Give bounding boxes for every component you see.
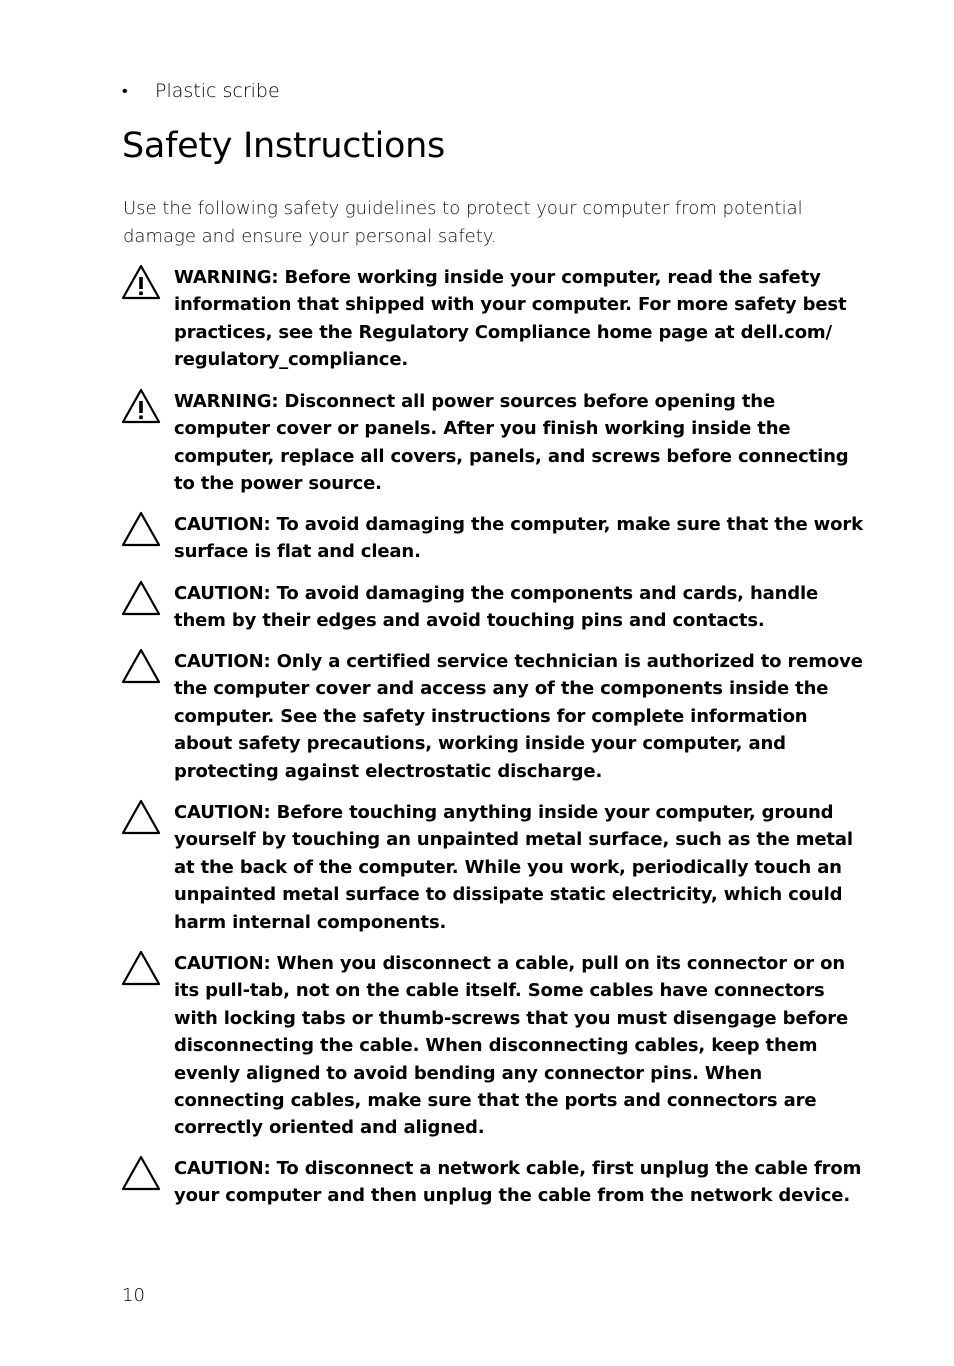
notice-text: CAUTION: When you disconnect a cable, pull on its connector or on its pull-tab, not on the cable itself. Some cables have connectors with locking tabs or thumb-screws that you must disengage before disconnecting the cable. When disconnecting cables, keep them evenly aligned to avoid bending any connector pins. When connecting cables, make sure that the ports and connectors are correctly oriented and aligned. [174,953,849,1139]
list-item-text: Plastic scribe [155,80,280,102]
notice-text: CAUTION: Only a certified service technician is authorized to remove the computer cover and access any of the components inside the computer. See the safety instructions for complete information about safety precautions, working inside your computer, and protecting against electrostatic discharge. [174,651,863,782]
caution-icon [121,1155,161,1191]
notice-text: WARNING: Disconnect all power sources before opening the computer cover or panels. After you finish working inside the computer, replace all covers, panels, and screws before connecting to the power source. [174,391,849,495]
page-number: 10 [122,1285,145,1306]
warning-icon [121,264,161,300]
caution-icon [121,648,161,684]
intro-paragraph: Use the following safety guidelines to protect your computer from potential damage and ensure your personal safety. [123,198,803,247]
section-title: Safety Instructions [122,126,445,166]
list-item [122,78,280,104]
notice-text: WARNING: Before working inside your computer, read the safety information that shipped with your computer. For more safety best practices, see the Regulatory Compliance home page at dell.com/ regulatory_compliance. [174,267,847,371]
caution-icon [121,799,161,835]
caution-icon [121,950,161,986]
notice-text: CAUTION: Before touching anything inside your computer, ground yourself by touching an unpainted metal surface, such as the metal at the back of the computer. While you work, periodically touch an unpainted metal surface to dissipate static electricity, which could harm internal components. [174,802,853,933]
warning-icon [121,388,161,424]
notice-text: CAUTION: To avoid damaging the computer, make sure that the work surface is flat and clean. [174,514,863,563]
notice-text: CAUTION: To disconnect a network cable, first unplug the cable from your computer and then unplug the cable from the network device. [174,1158,862,1207]
caution-icon [121,580,161,616]
tools-list [122,78,280,104]
notice-text: CAUTION: To avoid damaging the components and cards, handle them by their edges and avoid touching pins and contacts. [174,583,819,632]
caution-icon [121,511,161,547]
bullet-icon: • [122,81,128,100]
